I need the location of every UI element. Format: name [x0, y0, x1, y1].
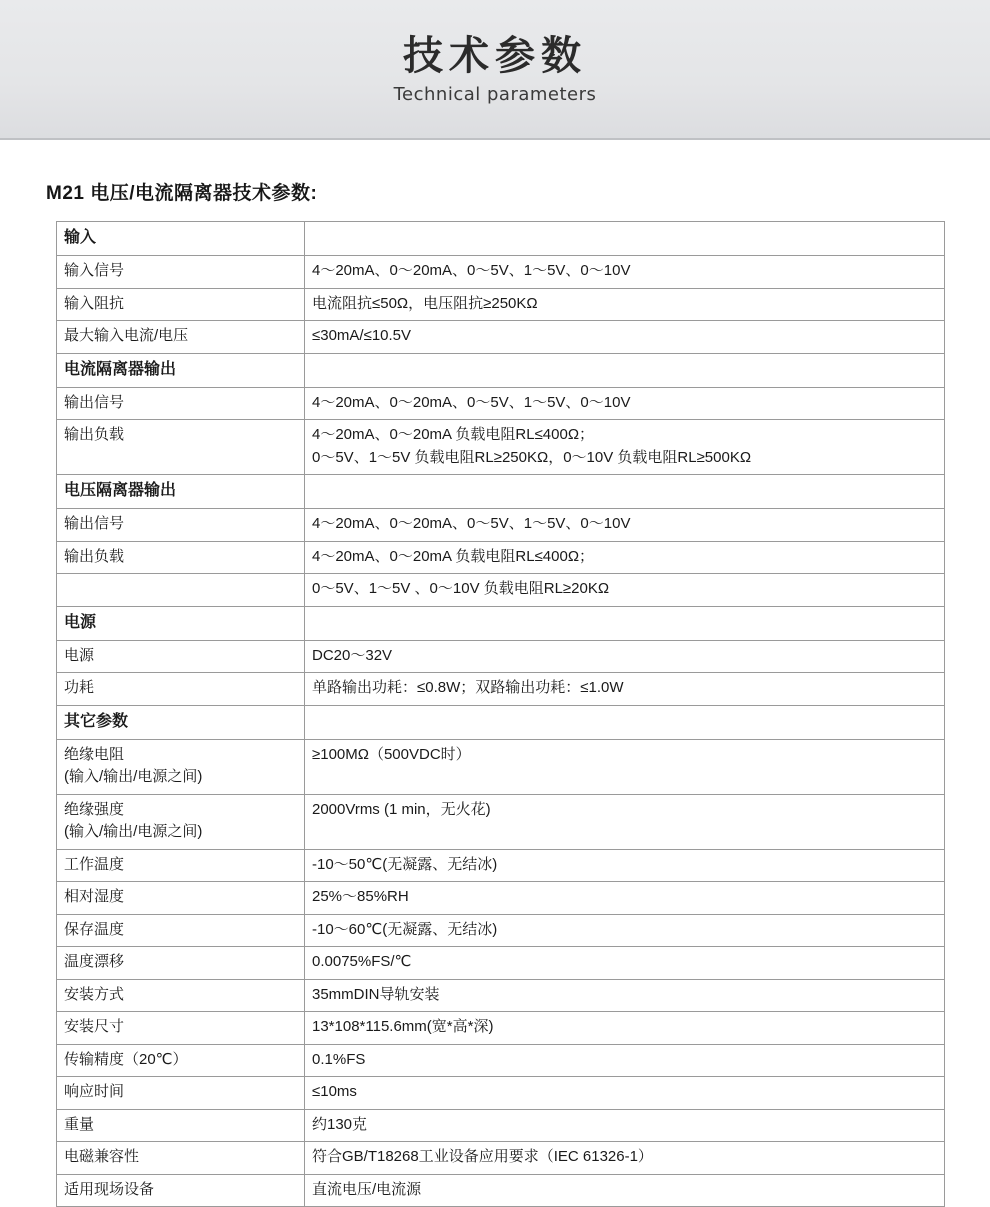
table-row	[57, 256, 945, 289]
table-row	[57, 947, 945, 980]
table-row	[57, 475, 945, 509]
spec-label: 安装尺寸	[57, 1012, 305, 1045]
spec-value: 0～5V、1～5V 、0～10V 负载电阻RL≥20KΩ	[305, 574, 945, 607]
table-row	[57, 574, 945, 607]
group-header-label: 电源	[57, 606, 305, 640]
spec-value	[305, 353, 945, 387]
table-row	[57, 979, 945, 1012]
spec-label: 传输精度（20℃）	[57, 1044, 305, 1077]
table-row	[57, 541, 945, 574]
spec-value: ≤10ms	[305, 1077, 945, 1110]
spec-label: 输出信号	[57, 387, 305, 420]
table-row	[57, 288, 945, 321]
spec-label: 输出负载	[57, 420, 305, 475]
spec-value	[305, 705, 945, 739]
spec-label-sub: (输入/输出/电源之间)	[64, 823, 203, 840]
spec-value: 35mmDIN导轨安装	[305, 979, 945, 1012]
spec-value: -10～60℃(无凝露、无结冰)	[305, 914, 945, 947]
table-row	[57, 739, 945, 794]
spec-label: 适用现场设备	[57, 1174, 305, 1207]
spec-label: 安装方式	[57, 979, 305, 1012]
spec-value: 直流电压/电流源	[305, 1174, 945, 1207]
spec-value: 约130克	[305, 1109, 945, 1142]
spec-value: 25%～85%RH	[305, 882, 945, 915]
spec-value: 0.1%FS	[305, 1044, 945, 1077]
spec-value: 4～20mA、0～20mA 负载电阻RL≤400Ω；	[305, 541, 945, 574]
table-row	[57, 705, 945, 739]
spec-value: 4～20mA、0～20mA 负载电阻RL≤400Ω； 0～5V、1～5V 负载电阻RL≥250KΩ，0～10V 负载电阻RL≥500KΩ	[305, 420, 945, 475]
spec-label: 电磁兼容性	[57, 1142, 305, 1175]
spec-value: 13*108*115.6mm(宽*高*深)	[305, 1012, 945, 1045]
page-subtitle: Technical parameters	[393, 83, 597, 105]
table-row	[57, 1077, 945, 1110]
spec-value	[305, 475, 945, 509]
spec-label: 最大输入电流/电压	[57, 321, 305, 354]
table-row	[57, 1044, 945, 1077]
group-header-label: 电流隔离器输出	[57, 353, 305, 387]
spec-label: 保存温度	[57, 914, 305, 947]
table-row	[57, 420, 945, 475]
table-row	[57, 222, 945, 256]
spec-value: ≤30mA/≤10.5V	[305, 321, 945, 354]
table-row	[57, 1109, 945, 1142]
spec-label: 输出负载	[57, 541, 305, 574]
spec-label: 电源	[57, 640, 305, 673]
table-row	[57, 353, 945, 387]
spec-label: 绝缘电阻 (输入/输出/电源之间)	[57, 739, 305, 794]
spec-value: 电流阻抗≤50Ω，电压阻抗≥250KΩ	[305, 288, 945, 321]
spec-label: 绝缘强度 (输入/输出/电源之间)	[57, 794, 305, 849]
spec-label: 输入信号	[57, 256, 305, 289]
spec-value: ≥100MΩ（500VDC时）	[305, 739, 945, 794]
spec-table-container	[56, 221, 944, 1207]
spec-label: 相对湿度	[57, 882, 305, 915]
table-row	[57, 509, 945, 542]
spec-label: 功耗	[57, 673, 305, 706]
spec-label: 温度漂移	[57, 947, 305, 980]
spec-value	[305, 222, 945, 256]
section-title: M21 电压/电流隔离器技术参数:	[46, 183, 318, 204]
table-row	[57, 606, 945, 640]
spec-value: 2000Vrms (1 min，无火花)	[305, 794, 945, 849]
table-row	[57, 1142, 945, 1175]
table-row	[57, 321, 945, 354]
table-row	[57, 1174, 945, 1207]
spec-value: DC20～32V	[305, 640, 945, 673]
page-banner	[0, 0, 990, 140]
page-title: 技术参数	[403, 33, 587, 78]
spec-value: 符合GB/T18268工业设备应用要求（IEC 61326-1）	[305, 1142, 945, 1175]
spec-value: 4～20mA、0～20mA、0～5V、1～5V、0～10V	[305, 509, 945, 542]
table-row	[57, 794, 945, 849]
group-header-label: 输入	[57, 222, 305, 256]
spec-value: 0.0075%FS/℃	[305, 947, 945, 980]
table-row	[57, 673, 945, 706]
table-row	[57, 882, 945, 915]
spec-label-sub: (输入/输出/电源之间)	[64, 768, 203, 785]
spec-value: 4～20mA、0～20mA、0～5V、1～5V、0～10V	[305, 256, 945, 289]
table-row	[57, 640, 945, 673]
spec-label	[57, 574, 305, 607]
spec-value: 单路输出功耗：≤0.8W；双路输出功耗：≤1.0W	[305, 673, 945, 706]
group-header-label: 电压隔离器输出	[57, 475, 305, 509]
spec-value-line2: 0～5V、1～5V 负载电阻RL≥250KΩ，0～10V 负载电阻RL≥500KΩ	[312, 448, 752, 466]
spec-label: 重量	[57, 1109, 305, 1142]
spec-table	[56, 221, 945, 1207]
spec-label: 输入阻抗	[57, 288, 305, 321]
table-row	[57, 387, 945, 420]
spec-value: -10～50℃(无凝露、无结冰)	[305, 849, 945, 882]
spec-label: 输出信号	[57, 509, 305, 542]
table-row	[57, 849, 945, 882]
spec-value	[305, 606, 945, 640]
group-header-label: 其它参数	[57, 705, 305, 739]
table-row	[57, 1012, 945, 1045]
spec-label: 响应时间	[57, 1077, 305, 1110]
spec-label: 工作温度	[57, 849, 305, 882]
spec-value: 4～20mA、0～20mA、0～5V、1～5V、0～10V	[305, 387, 945, 420]
table-row	[57, 914, 945, 947]
